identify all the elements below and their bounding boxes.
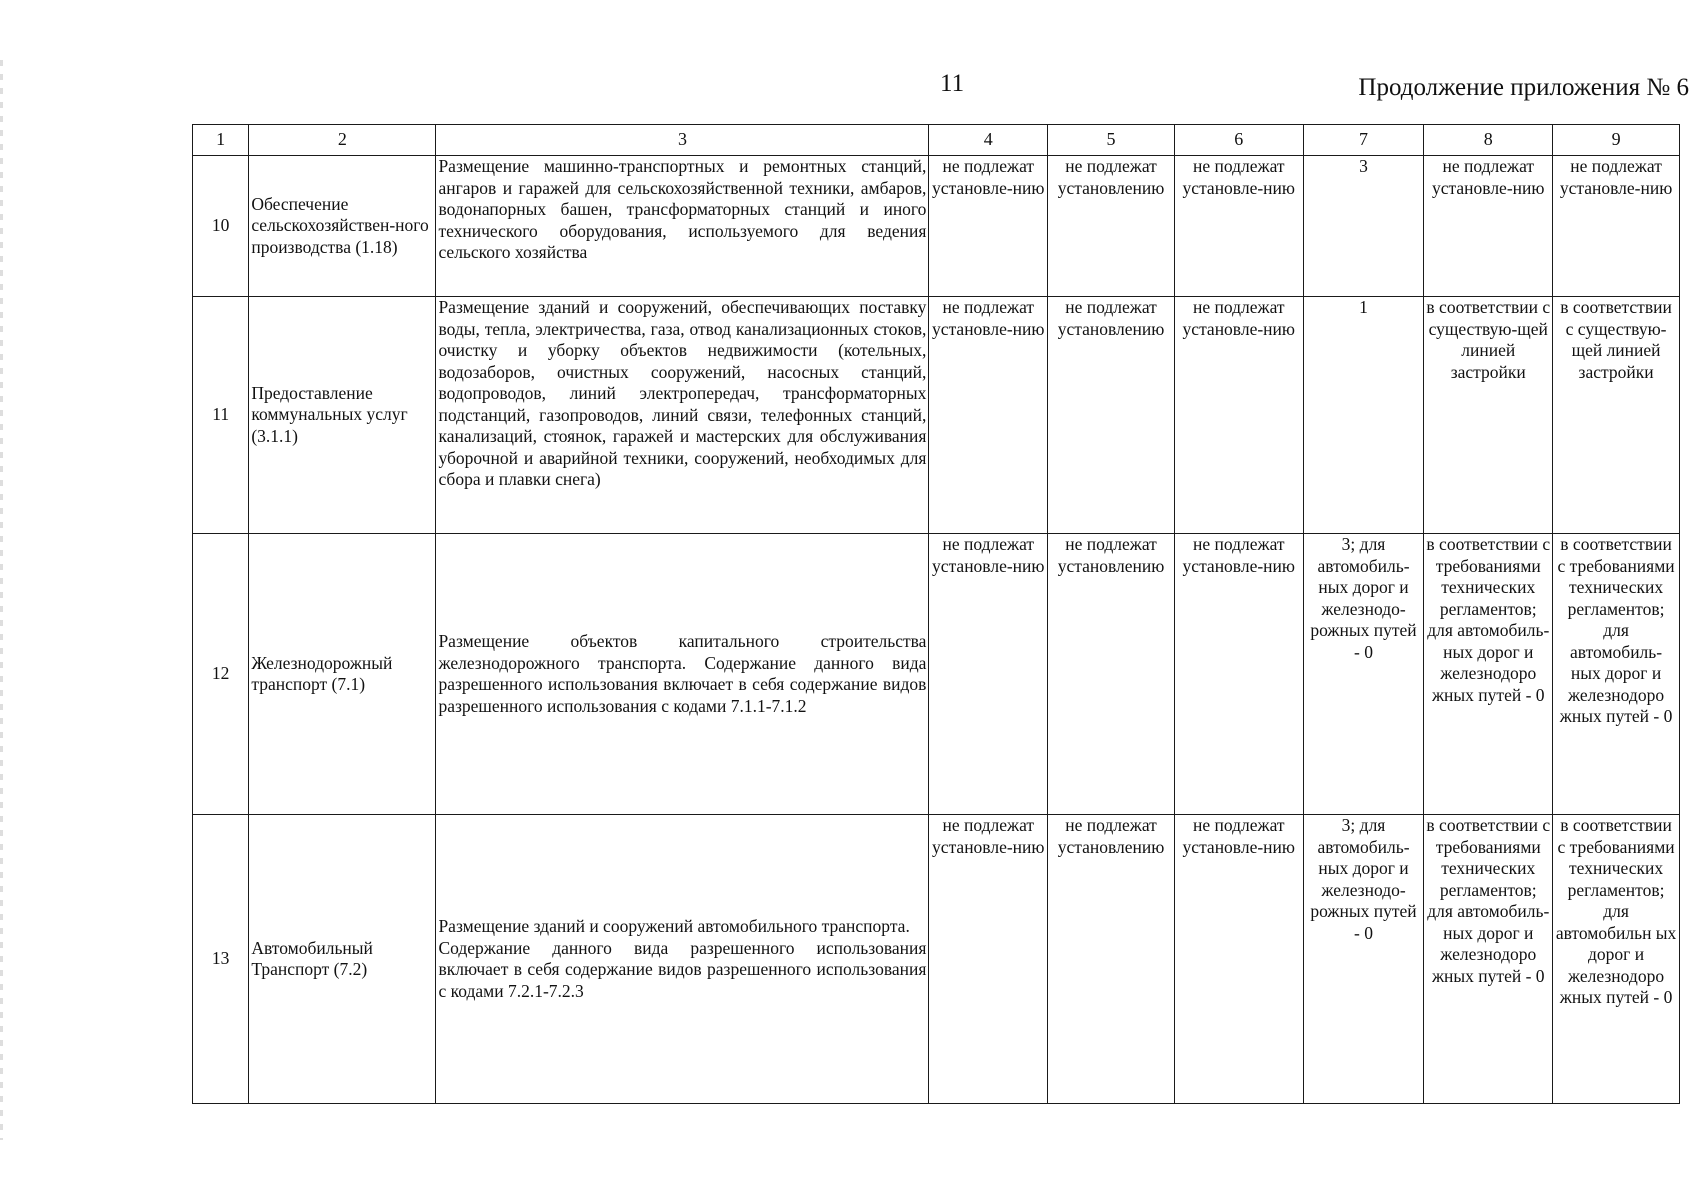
cell-col6: не подлежат установле-нию [1174,297,1303,534]
cell-col6: не подлежат установле-нию [1174,815,1303,1104]
cell-col6: не подлежат установле-нию [1174,156,1303,297]
column-header: 9 [1553,125,1680,156]
cell-col4: не подлежат установле-нию [929,297,1048,534]
cell-col5: не подлежат установлению [1048,297,1175,534]
column-header: 7 [1303,125,1424,156]
cell-col9: в соответствии с требованиями технических регламентов; для автомобильн ых дорог и железнодоро жных путей - 0 [1553,815,1680,1104]
table-row [193,534,1680,815]
land-use-description: Размещение зданий и сооружений, обеспечивающих поставку воды, тепла, электричества, газа, отвод канализационных стоков, очистку и уборку объектов недвижимости (котельных, водозаборов, очистных сооружений, насосных станций, водопроводов, линий электропередач, трансформаторных подстанций, газопроводов, линий связи, телефонных станций, канализаций, стоянок, гаражей и мастерских для обслуживания уборочной и аварийной техники, сооружений, необходимых для сбора и плавки снега) [436,297,929,534]
scan-edge-artifact [0,60,3,1140]
land-use-type: Обеспечение сельскохозяйствен-ного производства (1.18) [249,156,436,297]
appendix-continuation-header: Продолжение приложения № 6 [1358,74,1689,101]
column-header: 8 [1424,125,1553,156]
cell-col4: не подлежат установле-нию [929,534,1048,815]
cell-col7: 3 [1303,156,1424,297]
cell-col8: не подлежат установле-нию [1424,156,1553,297]
cell-col5: не подлежат установлению [1048,156,1175,297]
column-number-row [193,125,1680,156]
column-header: 5 [1048,125,1175,156]
cell-col5: не подлежат установлению [1048,534,1175,815]
table-row [193,815,1680,1104]
table-row [193,297,1680,534]
land-use-type: Железнодорожный транспорт (7.1) [249,534,436,815]
cell-col7: 1 [1303,297,1424,534]
column-header: 4 [929,125,1048,156]
cell-col6: не подлежат установле-нию [1174,534,1303,815]
page-number: 11 [940,70,965,97]
land-use-table [192,124,1680,1104]
cell-col8: в соответствии с требованиями технических регламентов; для автомобиль-ных дорог и железнодоро жных путей - 0 [1424,815,1553,1104]
cell-col7: 3; для автомобиль-ных дорог и железнодо-рожных путей - 0 [1303,815,1424,1104]
column-header: 2 [249,125,436,156]
cell-col9: в соответствии с требованиями технических регламентов; для автомобиль-ных дорог и железнодоро жных путей - 0 [1553,534,1680,815]
row-number: 11 [193,297,249,534]
cell-col9: в соответствии с существую-щей линией застройки [1553,297,1680,534]
cell-col8: в соответствии с существую-щей линией застройки [1424,297,1553,534]
row-number: 12 [193,534,249,815]
cell-col4: не подлежат установле-нию [929,815,1048,1104]
land-use-description: Размещение машинно-транспортных и ремонтных станций, ангаров и гаражей для сельскохозяйственной техники, амбаров, водонапорных башен, трансформаторных станций и иного технического оборудования, используемого для ведения сельского хозяйства [436,156,929,297]
land-use-type: Автомобильный Транспорт (7.2) [249,815,436,1104]
land-use-description: Размещение зданий и сооружений автомобильного транспорта. Содержание данного вида разрешенного использования включает в себя содержание видов разрешенного использования с кодами 7.2.1-7.2.3 [436,815,929,1104]
column-header: 3 [436,125,929,156]
column-header: 6 [1174,125,1303,156]
row-number: 10 [193,156,249,297]
cell-col7: 3; для автомобиль-ных дорог и железнодо-рожных путей - 0 [1303,534,1424,815]
cell-col4: не подлежат установле-нию [929,156,1048,297]
row-number: 13 [193,815,249,1104]
cell-col8: в соответствии с требованиями технических регламентов; для автомобиль-ных дорог и железнодоро жных путей - 0 [1424,534,1553,815]
column-header: 1 [193,125,249,156]
land-use-type: Предоставление коммунальных услуг (3.1.1) [249,297,436,534]
cell-col5: не подлежат установлению [1048,815,1175,1104]
table-row [193,156,1680,297]
land-use-description: Размещение объектов капитального строительства железнодорожного транспорта. Содержание данного вида разрешенного использования включает в себя содержание видов разрешенного использования с кодами 7.1.1-7.1.2 [436,534,929,815]
cell-col9: не подлежат установле-нию [1553,156,1680,297]
